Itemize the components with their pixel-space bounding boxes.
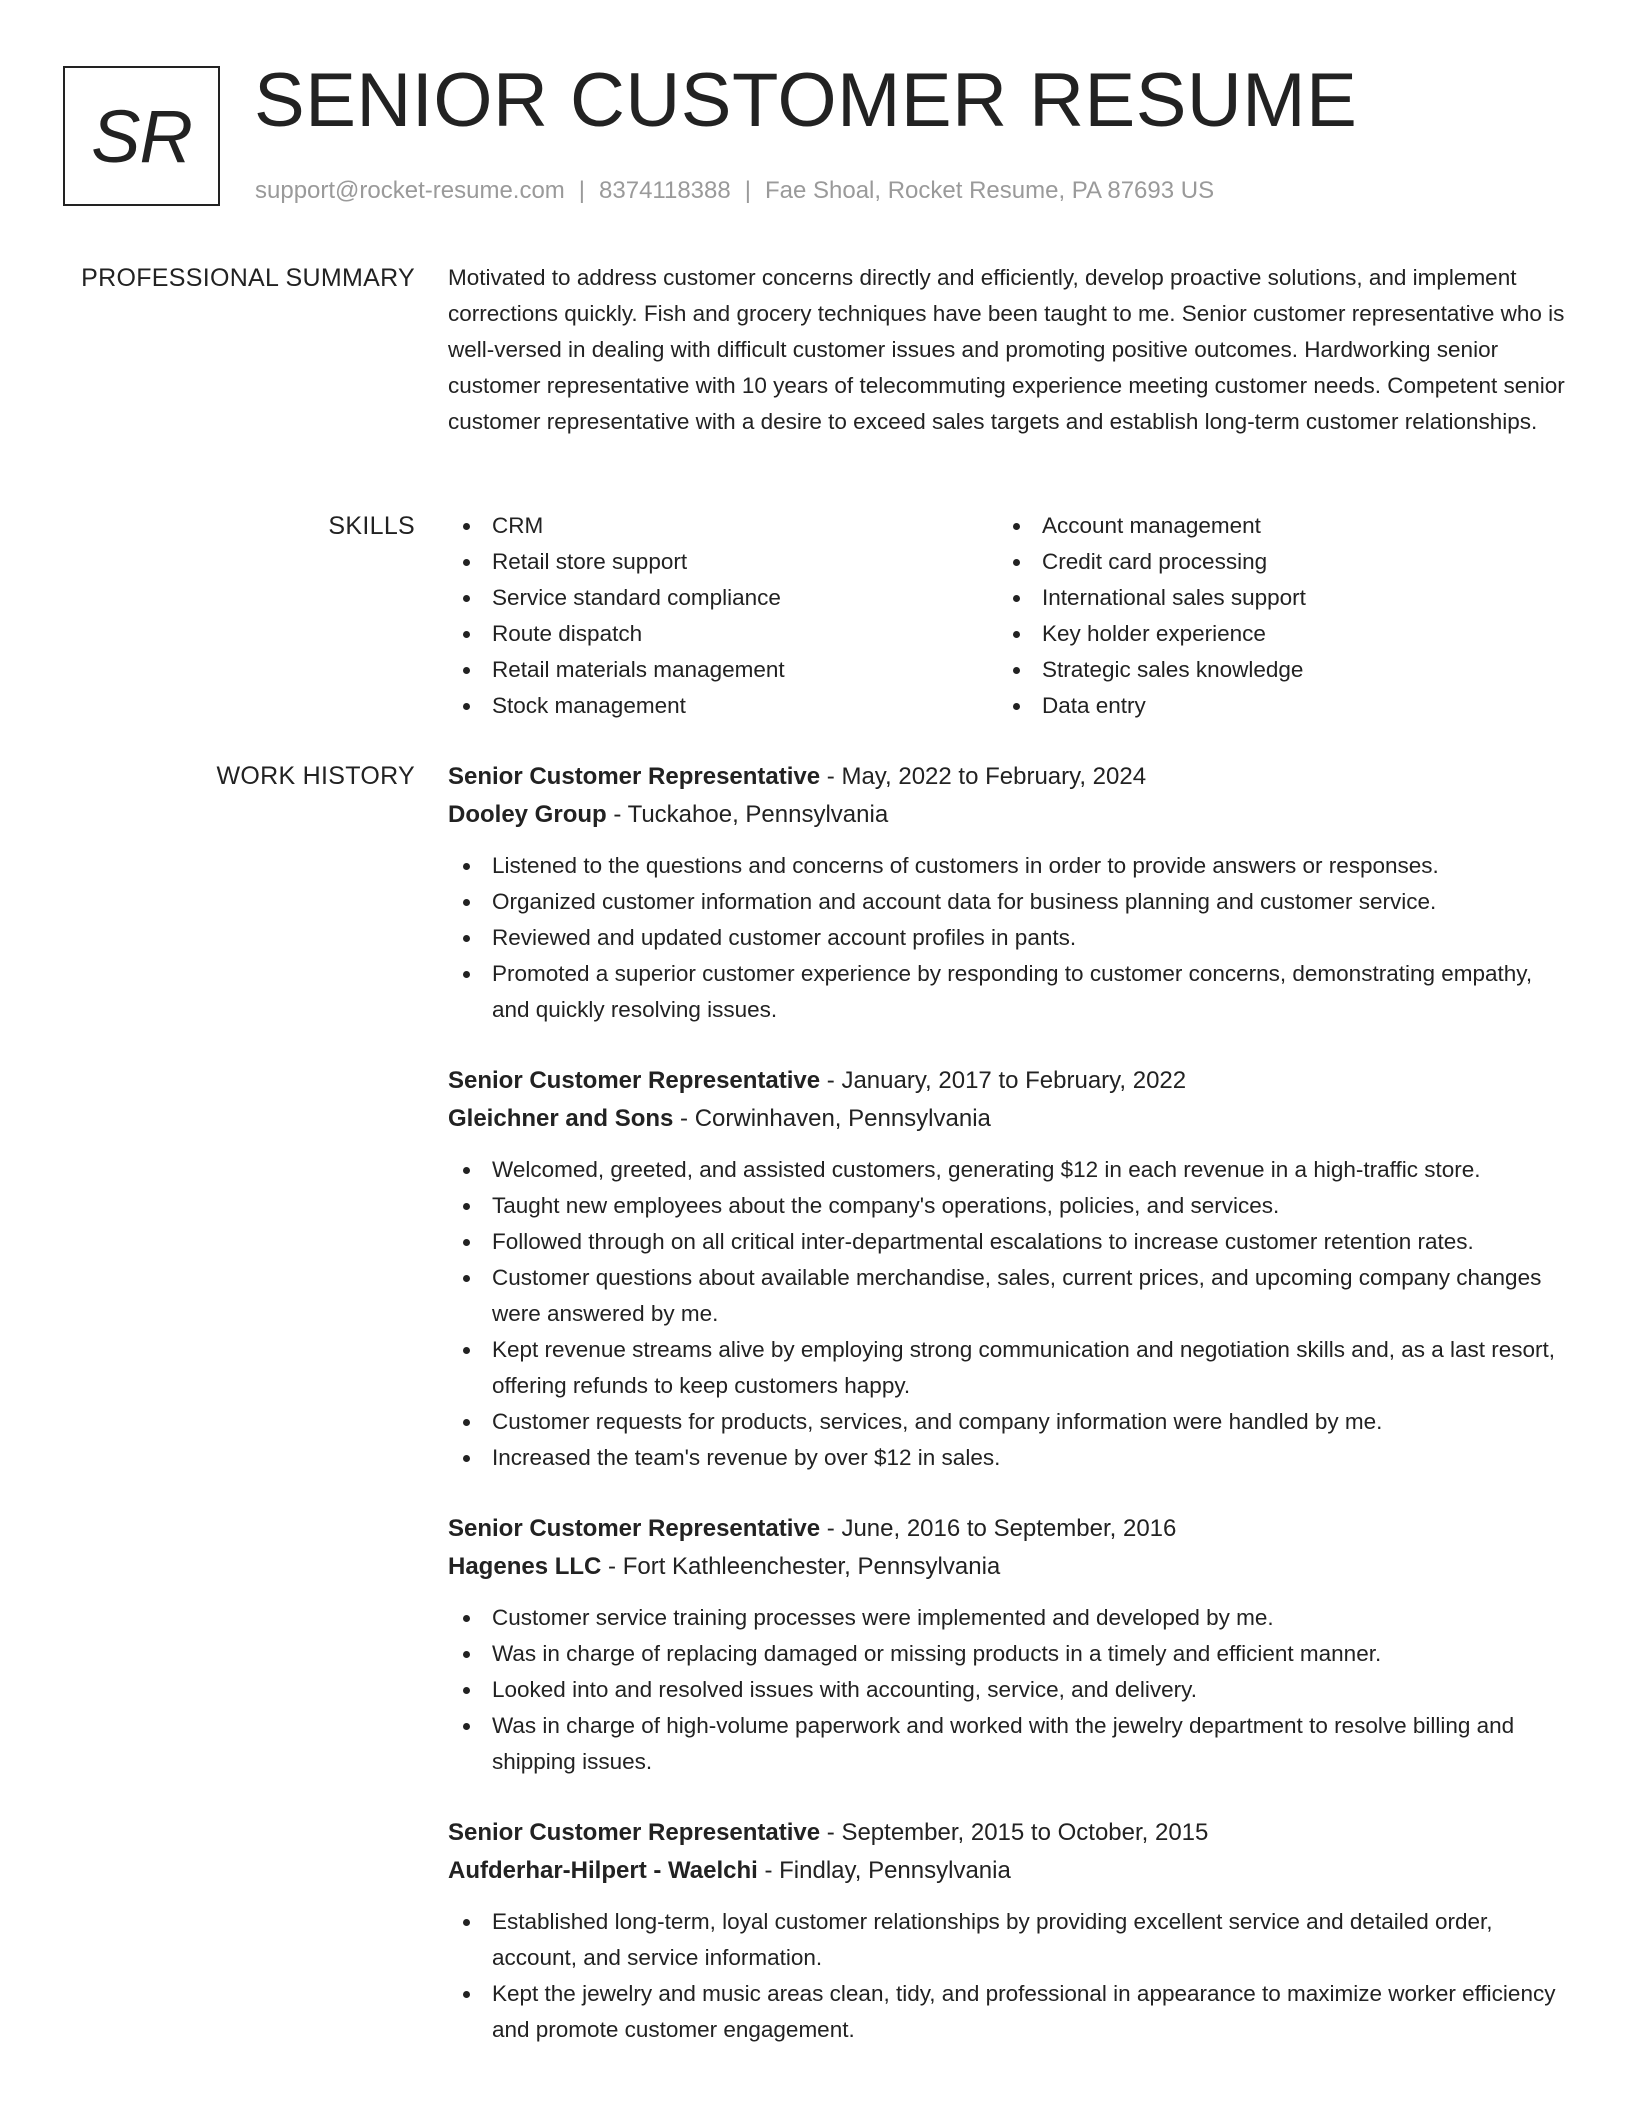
job-dates: - May, 2022 to February, 2024 bbox=[820, 763, 1147, 790]
contact-separator: | bbox=[744, 177, 751, 204]
job-bullet: Established long-term, loyal customer relationships by providing excellent service and detailed order, account, and service information. bbox=[448, 1904, 1566, 1976]
job-company: Aufderhar-Hilpert - Waelchi bbox=[448, 1857, 758, 1884]
job-entry bbox=[448, 1814, 1566, 2048]
job-dates: - June, 2016 to September, 2016 bbox=[820, 1515, 1177, 1542]
monogram-badge bbox=[63, 66, 220, 206]
contact-line bbox=[255, 174, 1214, 208]
section-heading-summary: PROFESSIONAL SUMMARY bbox=[81, 264, 415, 292]
job-bullets bbox=[448, 1600, 1566, 1780]
summary-text: Motivated to address customer concerns directly and efficiently, develop proactive solutions, and implement corrections quickly. Fish and grocery techniques have been taught to me. Senior customer representative who is well-versed in dealing with difficult customer issues and promoting positive outcomes. Hardworking senior customer representative with 10 years of telecommuting experience meeting customer needs. Competent senior customer representative with a desire to exceed sales targets and establish long-term customer relationships. bbox=[448, 265, 1565, 434]
skill-item: International sales support bbox=[998, 580, 1548, 616]
job-title-line bbox=[448, 1062, 1566, 1100]
job-bullet: Welcomed, greeted, and assisted customers, generating $12 in each revenue in a high-traffic store. bbox=[448, 1152, 1566, 1188]
job-location: - Fort Kathleenchester, Pennsylvania bbox=[601, 1553, 1001, 1580]
job-entry bbox=[448, 1062, 1566, 1476]
skill-item: Stock management bbox=[448, 688, 998, 724]
summary-body bbox=[448, 260, 1566, 440]
job-bullet: Reviewed and updated customer account profiles in pants. bbox=[448, 920, 1566, 956]
job-dates: - January, 2017 to February, 2022 bbox=[820, 1067, 1187, 1094]
contact-phone: 8374118388 bbox=[599, 177, 731, 204]
job-entry bbox=[448, 1510, 1566, 1780]
job-bullets bbox=[448, 1152, 1566, 1476]
skills-body bbox=[448, 508, 1566, 724]
job-bullet: Followed through on all critical inter-departmental escalations to increase customer retention rates. bbox=[448, 1224, 1566, 1260]
job-company-line bbox=[448, 1548, 1566, 1586]
job-bullet: Listened to the questions and concerns of customers in order to provide answers or responses. bbox=[448, 848, 1566, 884]
job-bullet: Looked into and resolved issues with accounting, service, and delivery. bbox=[448, 1672, 1566, 1708]
job-location: - Findlay, Pennsylvania bbox=[757, 1857, 1011, 1884]
skill-item: Retail store support bbox=[448, 544, 998, 580]
job-title-line bbox=[448, 758, 1566, 796]
job-bullet: Organized customer information and account data for business planning and customer service. bbox=[448, 884, 1566, 920]
job-company-line bbox=[448, 1100, 1566, 1138]
job-bullet: Customer requests for products, services, and company information were handled by me. bbox=[448, 1404, 1566, 1440]
job-location: - Tuckahoe, Pennsylvania bbox=[606, 801, 889, 828]
job-bullet: Kept the jewelry and music areas clean, tidy, and professional in appearance to maximize worker efficiency and promote customer engagement. bbox=[448, 1976, 1566, 2048]
monogram-initials: SR bbox=[91, 94, 192, 178]
job-bullet: Increased the team's revenue by over $12 in sales. bbox=[448, 1440, 1566, 1476]
job-title: Senior Customer Representative bbox=[448, 763, 821, 790]
job-bullet: Taught new employees about the company's operations, policies, and services. bbox=[448, 1188, 1566, 1224]
job-bullet: Was in charge of high-volume paperwork and worked with the jewelry department to resolve billing and shipping issues. bbox=[448, 1708, 1566, 1780]
job-company: Gleichner and Sons bbox=[448, 1105, 674, 1132]
section-heading-skills: SKILLS bbox=[328, 512, 415, 540]
job-bullets bbox=[448, 1904, 1566, 2048]
job-dates: - September, 2015 to October, 2015 bbox=[820, 1819, 1209, 1846]
skill-item: Route dispatch bbox=[448, 616, 998, 652]
skill-item: Data entry bbox=[998, 688, 1548, 724]
job-entry bbox=[448, 758, 1566, 1028]
contact-separator: | bbox=[578, 177, 586, 204]
contact-email: support@rocket-resume.com bbox=[255, 177, 565, 204]
job-bullet: Kept revenue streams alive by employing strong communication and negotiation skills and, as a last resort, offering refunds to keep customers happy. bbox=[448, 1332, 1566, 1404]
job-bullet: Customer service training processes were implemented and developed by me. bbox=[448, 1600, 1566, 1636]
skill-item: CRM bbox=[448, 508, 998, 544]
resume-name: SENIOR CUSTOMER RESUME bbox=[254, 58, 1358, 143]
job-title: Senior Customer Representative bbox=[448, 1515, 821, 1542]
job-location: - Corwinhaven, Pennsylvania bbox=[673, 1105, 991, 1132]
job-title: Senior Customer Representative bbox=[448, 1067, 821, 1094]
job-title-line bbox=[448, 1814, 1566, 1852]
job-company: Hagenes LLC bbox=[448, 1553, 602, 1580]
skill-item: Service standard compliance bbox=[448, 580, 998, 616]
job-company: Dooley Group bbox=[448, 801, 607, 828]
contact-address: Fae Shoal, Rocket Resume, PA 87693 US bbox=[764, 177, 1215, 204]
job-company-line bbox=[448, 796, 1566, 834]
job-bullet: Was in charge of replacing damaged or missing products in a timely and efficient manner. bbox=[448, 1636, 1566, 1672]
job-bullet: Promoted a superior customer experience by responding to customer concerns, demonstrating empathy, and quickly resolving issues. bbox=[448, 956, 1566, 1028]
job-bullets bbox=[448, 848, 1566, 1028]
job-company-line bbox=[448, 1852, 1566, 1890]
section-heading-work-history: WORK HISTORY bbox=[216, 762, 415, 790]
skill-item: Strategic sales knowledge bbox=[998, 652, 1548, 688]
work-history-body bbox=[448, 758, 1566, 2082]
skill-item: Key holder experience bbox=[998, 616, 1548, 652]
skills-list bbox=[448, 508, 1566, 724]
job-title: Senior Customer Representative bbox=[448, 1819, 821, 1846]
skill-item: Retail materials management bbox=[448, 652, 998, 688]
job-title-line bbox=[448, 1510, 1566, 1548]
skill-item: Credit card processing bbox=[998, 544, 1548, 580]
job-bullet: Customer questions about available merchandise, sales, current prices, and upcoming company changes were answered by me. bbox=[448, 1260, 1566, 1332]
skill-item: Account management bbox=[998, 508, 1548, 544]
